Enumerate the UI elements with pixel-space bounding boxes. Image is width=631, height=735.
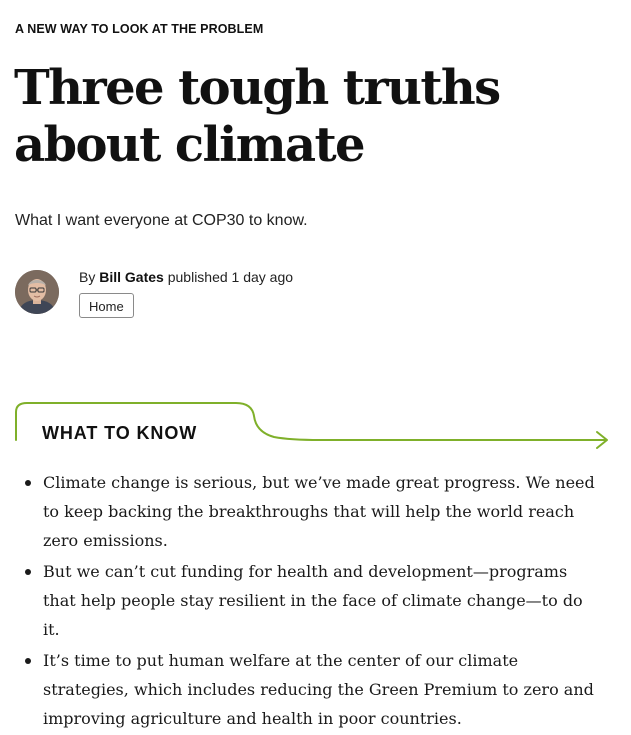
list-item-text: It’s time to put human welfare at the center of our climate strategies, which includes reducing the Green Premium to zero and improving agriculture and health in poor countries. [43,651,594,728]
list-item [22,557,602,644]
bullet-icon [25,658,31,664]
key-points-list [22,468,602,735]
article-subtitle: What I want everyone at COP30 to know. [15,212,308,229]
author-avatar[interactable] [15,270,59,314]
list-item-text: Climate change is serious, but we’ve made great progress. We need to keep backing the breakthroughs that will help the world reach zero emissions. [43,473,595,550]
article-kicker: A NEW WAY TO LOOK AT THE PROBLEM [15,22,264,36]
bullet-icon [25,480,31,486]
tag-home[interactable]: Home [79,293,134,318]
author-photo-icon [15,270,59,314]
article-title: Three tough truths about climate [14,60,500,173]
list-item [22,646,602,733]
bullet-icon [25,569,31,575]
list-item-text: But we can’t cut funding for health and development—programs that help people stay resilient in the face of climate change—to do it. [43,562,583,639]
byline [79,269,293,285]
list-item [22,468,602,555]
byline-prefix: By [79,269,96,285]
author-link[interactable]: Bill Gates [99,269,164,285]
what-to-know-heading: WHAT TO KNOW [42,423,198,443]
published-date: published 1 day ago [167,269,294,285]
